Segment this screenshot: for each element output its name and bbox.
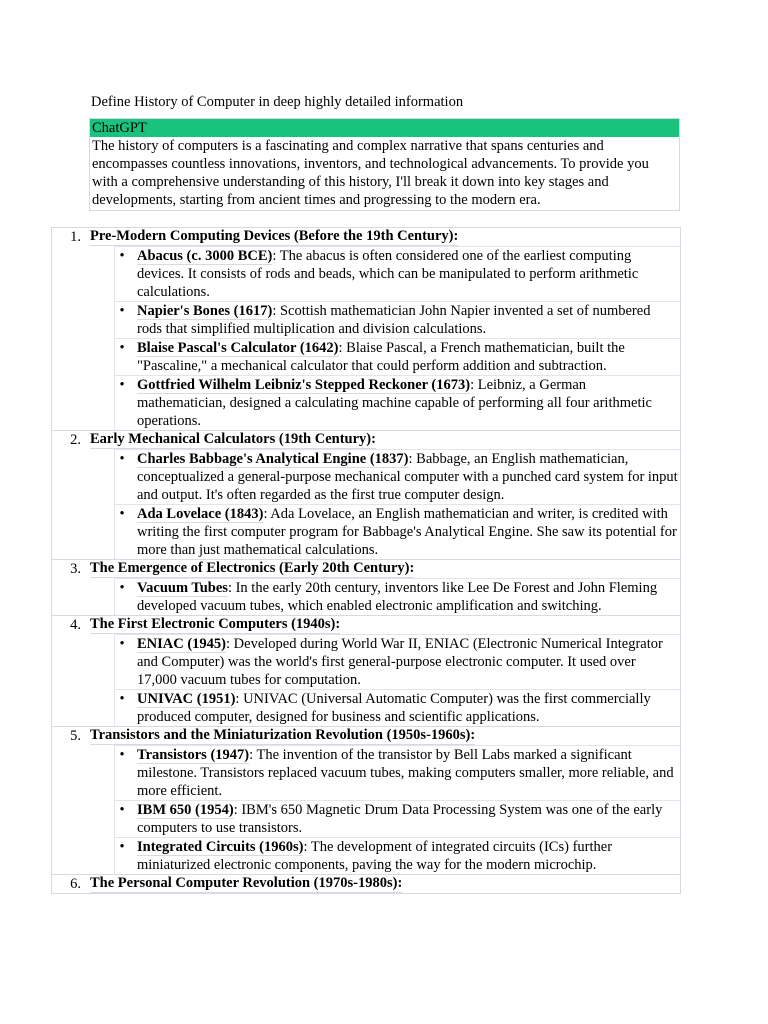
bullet-list xyxy=(52,745,680,874)
bullet-term: ENIAC (1945) xyxy=(137,636,227,652)
section-title: Transistors and the Miniaturization Revolution (1950s-1960s): xyxy=(90,727,476,743)
section-heading xyxy=(52,727,680,745)
bullet-list xyxy=(52,578,680,615)
bullet-dot-icon: • xyxy=(119,377,125,393)
bullet-text: : The invention of the transistor by Bell Labs marked a significant milestone. Transistors replaced vacuum tubes, making computers smaller, more reliable, and more efficient. xyxy=(137,747,674,799)
bullet-text: : The development of integrated circuits (ICs) further miniaturized electronic components, paving the way for the modern microchip. xyxy=(137,839,613,873)
section-title: Early Mechanical Calculators (19th Century): xyxy=(90,431,376,447)
section-heading xyxy=(52,228,680,246)
bullet-text: : The abacus is often considered one of the earliest computing devices. It consists of rods and beads, which can be manipulated to perform arithmetic calculations. xyxy=(137,248,639,300)
bullet-dot-icon: • xyxy=(119,636,125,652)
bullet-dot-icon: • xyxy=(119,691,125,707)
bullet-item xyxy=(114,301,680,338)
bullet-term: Gottfried Wilhelm Leibniz's Stepped Reckoner (1673) xyxy=(137,377,471,393)
assistant-role-bar xyxy=(90,119,679,137)
bullet-term: UNIVAC (1951) xyxy=(137,691,236,707)
user-prompt: Define History of Computer in deep highly detailed information xyxy=(91,94,464,110)
history-outline xyxy=(51,227,681,894)
bullet-text: : Babbage, an English mathematician, conceptualized a general-purpose mechanical computer with a punched card system for input and output. It's often regarded as the first true computer design. xyxy=(137,451,678,503)
section-heading xyxy=(52,431,680,449)
bullet-item xyxy=(114,634,680,689)
bullet-item xyxy=(114,578,680,615)
bullet-dot-icon: • xyxy=(119,248,125,264)
bullet-item xyxy=(114,375,680,430)
bullet-term: Blaise Pascal's Calculator (1642) xyxy=(137,340,339,356)
outline-section xyxy=(52,727,680,875)
bullet-item xyxy=(114,449,680,504)
bullet-dot-icon: • xyxy=(119,506,125,522)
section-title: Pre-Modern Computing Devices (Before the 19th Century): xyxy=(90,228,459,244)
section-number: 5. xyxy=(70,728,81,744)
bullet-text: : Blaise Pascal, a French mathematician, built the "Pascaline," a mechanical calculator that could perform addition and subtraction. xyxy=(137,340,625,374)
bullet-dot-icon: • xyxy=(119,303,125,319)
bullet-dot-icon: • xyxy=(119,839,125,855)
section-number: 3. xyxy=(70,561,81,577)
bullet-text: : Ada Lovelace, an English mathematician and writer, is credited with writing the first computer program for Babbage's Analytical Engine. She saw its potential for more than just mathematical calculations. xyxy=(137,506,677,558)
bullet-item xyxy=(114,745,680,800)
bullet-item xyxy=(114,338,680,375)
bullet-text: : In the early 20th century, inventors like Lee De Forest and John Fleming developed vacuum tubes, which enabled electronic amplification and switching. xyxy=(137,580,658,614)
bullet-term: IBM 650 (1954) xyxy=(137,802,234,818)
bullet-term: Transistors (1947) xyxy=(137,747,250,763)
outline-section xyxy=(52,560,680,616)
bullet-item xyxy=(114,689,680,726)
outline-section xyxy=(52,228,680,431)
section-number: 1. xyxy=(70,229,81,245)
section-title: The First Electronic Computers (1940s): xyxy=(90,616,341,632)
bullet-list xyxy=(52,634,680,726)
bullet-text: : Scottish mathematician John Napier invented a set of numbered rods that simplified multiplication and division calculations. xyxy=(137,303,651,337)
bullet-item xyxy=(114,800,680,837)
bullet-list xyxy=(52,449,680,559)
bullet-item xyxy=(114,504,680,559)
bullet-item xyxy=(114,837,680,874)
section-title: The Emergence of Electronics (Early 20th Century): xyxy=(90,560,415,576)
bullet-term: Ada Lovelace (1843) xyxy=(137,506,264,522)
section-heading xyxy=(52,616,680,634)
bullet-text: : Leibniz, a German mathematician, designed a calculating machine capable of performing all four arithmetic operations. xyxy=(137,377,652,429)
bullet-term: Charles Babbage's Analytical Engine (1837) xyxy=(137,451,409,467)
bullet-item xyxy=(114,246,680,301)
bullet-term: Vacuum Tubes xyxy=(137,580,228,596)
bullet-term: Abacus (c. 3000 BCE) xyxy=(137,248,273,264)
bullet-term: Integrated Circuits (1960s) xyxy=(137,839,304,855)
bullet-dot-icon: • xyxy=(119,580,125,596)
outline-section xyxy=(52,875,680,894)
section-heading xyxy=(52,560,680,578)
outline-section xyxy=(52,616,680,727)
bullet-text: : UNIVAC (Universal Automatic Computer) was the first commercially produced computer, designed for business and scientific applications. xyxy=(137,691,651,725)
assistant-answer xyxy=(89,118,680,211)
bullet-dot-icon: • xyxy=(119,747,125,763)
bullet-list xyxy=(52,246,680,430)
bullet-dot-icon: • xyxy=(119,802,125,818)
bullet-term: Napier's Bones (1617) xyxy=(137,303,273,319)
bullet-dot-icon: • xyxy=(119,451,125,467)
assistant-role-label: ChatGPT xyxy=(92,120,147,136)
bullet-text: : IBM's 650 Magnetic Drum Data Processing System was one of the early computers to use transistors. xyxy=(137,802,663,836)
section-number: 6. xyxy=(70,876,81,892)
section-number: 4. xyxy=(70,617,81,633)
section-title: The Personal Computer Revolution (1970s-1980s): xyxy=(90,875,403,891)
section-heading xyxy=(52,875,680,893)
section-number: 2. xyxy=(70,432,81,448)
answer-intro: The history of computers is a fascinating and complex narrative that spans centuries and encompasses countless innovations, inventors, and technological advancements. To provide you with a comprehensive understanding of this history, I'll break it down into key stages and developments, starting from ancient times and progressing to the modern era. xyxy=(92,138,649,208)
outline-section xyxy=(52,431,680,560)
bullet-dot-icon: • xyxy=(119,340,125,356)
bullet-text: : Developed during World War II, ENIAC (Electronic Numerical Integrator and Computer) was the world's first general-purpose electronic computer. It used over 17,000 vacuum tubes for computation. xyxy=(137,636,663,688)
